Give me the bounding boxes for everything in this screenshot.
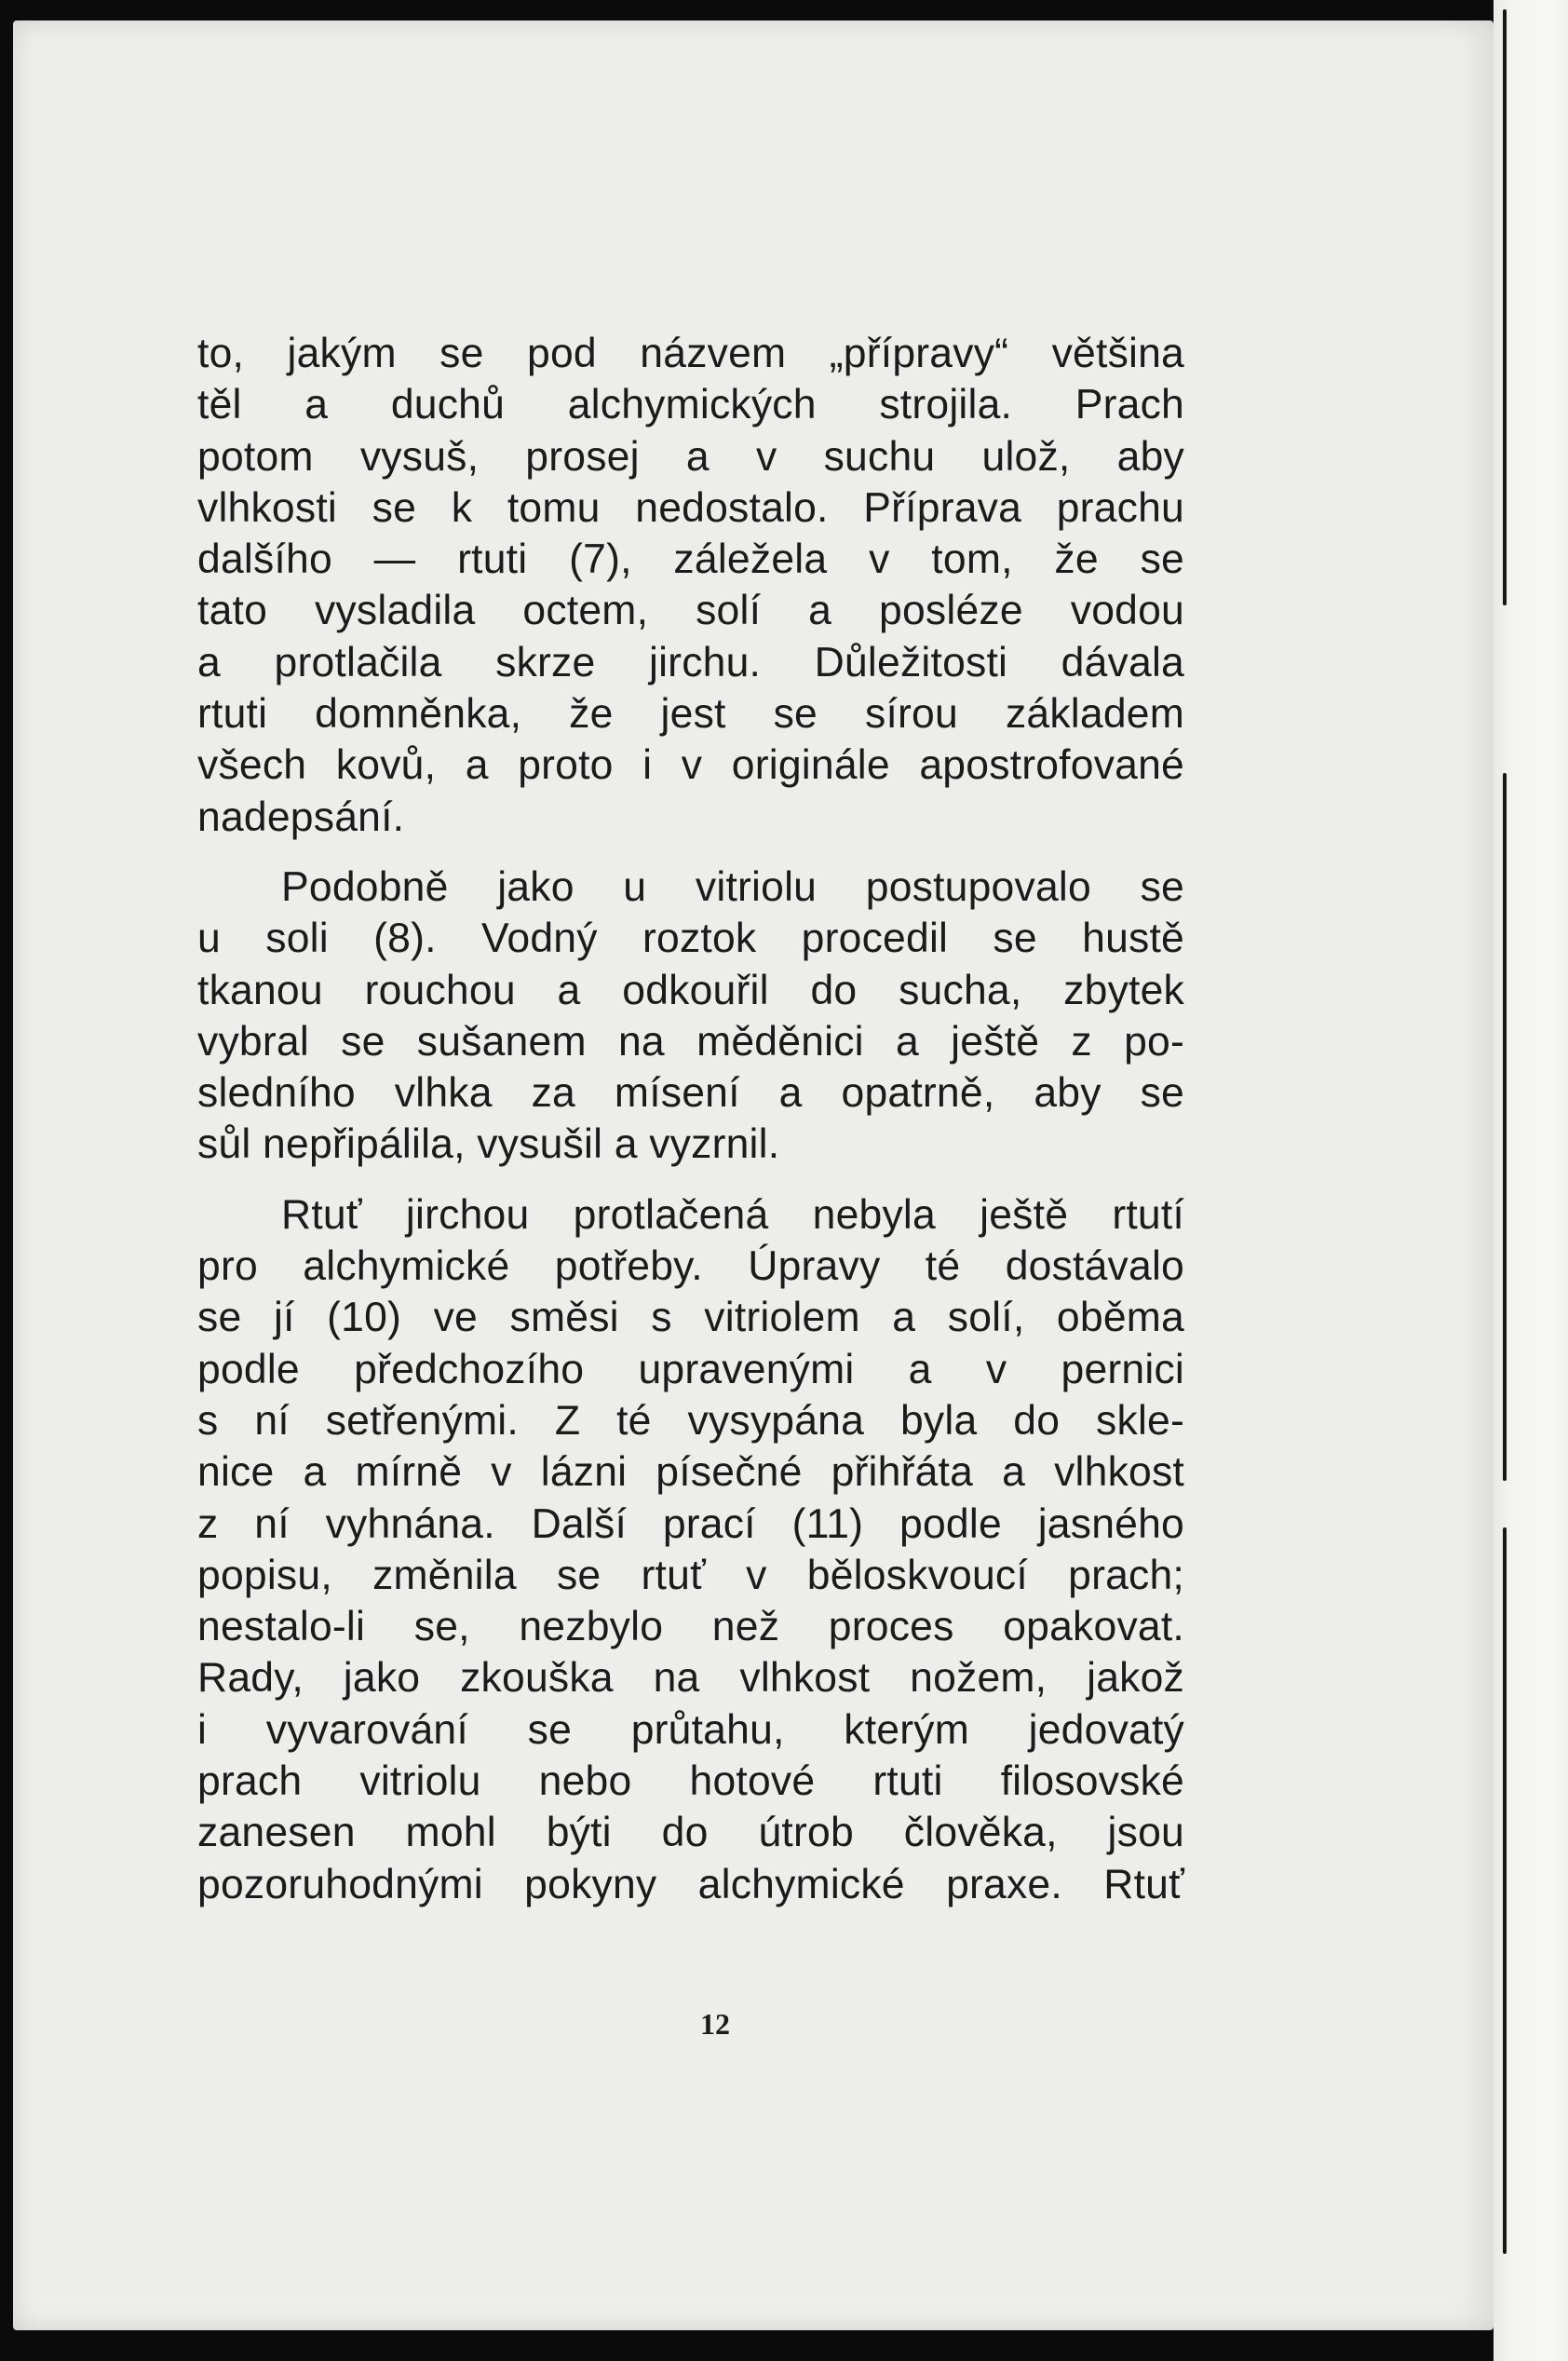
text-line: potom vysuš, prosej a v suchu ulož, aby: [197, 433, 1184, 480]
text-line: nice a mírně v lázni písečné přihřáta a vlhkost: [197, 1449, 1184, 1496]
text-line: podle předchozího upravenými a v pernici: [197, 1346, 1184, 1392]
page-edge-shadow: [1503, 9, 1507, 605]
text-line: u soli (8). Vodný roztok procedil se hustě: [197, 916, 1184, 962]
paragraph: [197, 862, 1184, 1171]
text-line: Podobně jako u vitriolu postupovalo se: [281, 863, 1184, 910]
text-line: vlhkosti se k tomu nedostalo. Příprava prachu: [197, 484, 1184, 531]
text-line: tato vysladila octem, solí a posléze vodou: [197, 588, 1184, 634]
text-line: Rady, jako zkouška na vlhkost nožem, jakož: [197, 1655, 1184, 1702]
text-line: prach vitriolu nebo hotové rtuti filosovské: [197, 1758, 1184, 1805]
text-line: všech kovů, a proto i v originále apostrofované: [197, 742, 1184, 789]
text-line: to, jakým se pod názvem „přípravy“ většina: [197, 331, 1184, 376]
text-line: zanesen mohl býti do útrob člověka, jsou: [197, 1810, 1184, 1856]
text-line: sůl nepřipálila, vysušil a vyzrnil.: [197, 1121, 780, 1168]
text-line: tkanou rouchou a odkouřil do sucha, zbytek: [197, 967, 1184, 1013]
text-line: nadepsání.: [197, 794, 405, 840]
text-line: nestalo-li se, nezbylo než proces opakovat.: [197, 1604, 1184, 1650]
page-number: 12: [700, 2007, 730, 2041]
text-line: se jí (10) ve směsi s vitriolem a solí, oběma: [197, 1295, 1184, 1341]
page-edge-shadow: [1503, 1527, 1507, 2254]
text-line: s ní setřenými. Z té vysypána byla do skle-: [197, 1397, 1184, 1444]
paragraph: [197, 328, 1184, 843]
text-line: těl a duchů alchymických strojila. Prach: [197, 382, 1184, 428]
text-line: sledního vlhka za mísení a opatrně, aby se: [197, 1070, 1184, 1117]
text-line: z ní vyhnána. Další prací (11) podle jasného: [197, 1500, 1184, 1547]
text-line: popisu, změnila se rtuť v běloskvoucí prach;: [197, 1552, 1184, 1598]
text-line: pro alchymické potřeby. Úpravy té dostávalo: [197, 1243, 1184, 1290]
text-line: dalšího — rtuti (7), záležela v tom, že se: [197, 536, 1184, 583]
text-line: i vyvarování se průtahu, kterým jedovatý: [197, 1706, 1184, 1753]
text-line: a protlačila skrze jirchu. Důležitosti dávala: [197, 639, 1184, 685]
text-line: rtuti domněnka, že jest se sírou základem: [197, 691, 1184, 738]
paragraph: [197, 1189, 1184, 1910]
text-line: Rtuť jirchou protlačená nebyla ještě rtutí: [281, 1191, 1184, 1238]
text-line: pozoruhodnými pokyny alchymické praxe. Rtuť: [197, 1861, 1184, 1907]
paragraph-gap: [197, 843, 1184, 862]
paragraph-gap: [197, 1171, 1184, 1189]
page-edge-shadow: [1503, 773, 1507, 1481]
body-text: [197, 328, 1184, 1910]
text-line: vybral se sušanem na měděnici a ještě z po-: [197, 1018, 1184, 1065]
